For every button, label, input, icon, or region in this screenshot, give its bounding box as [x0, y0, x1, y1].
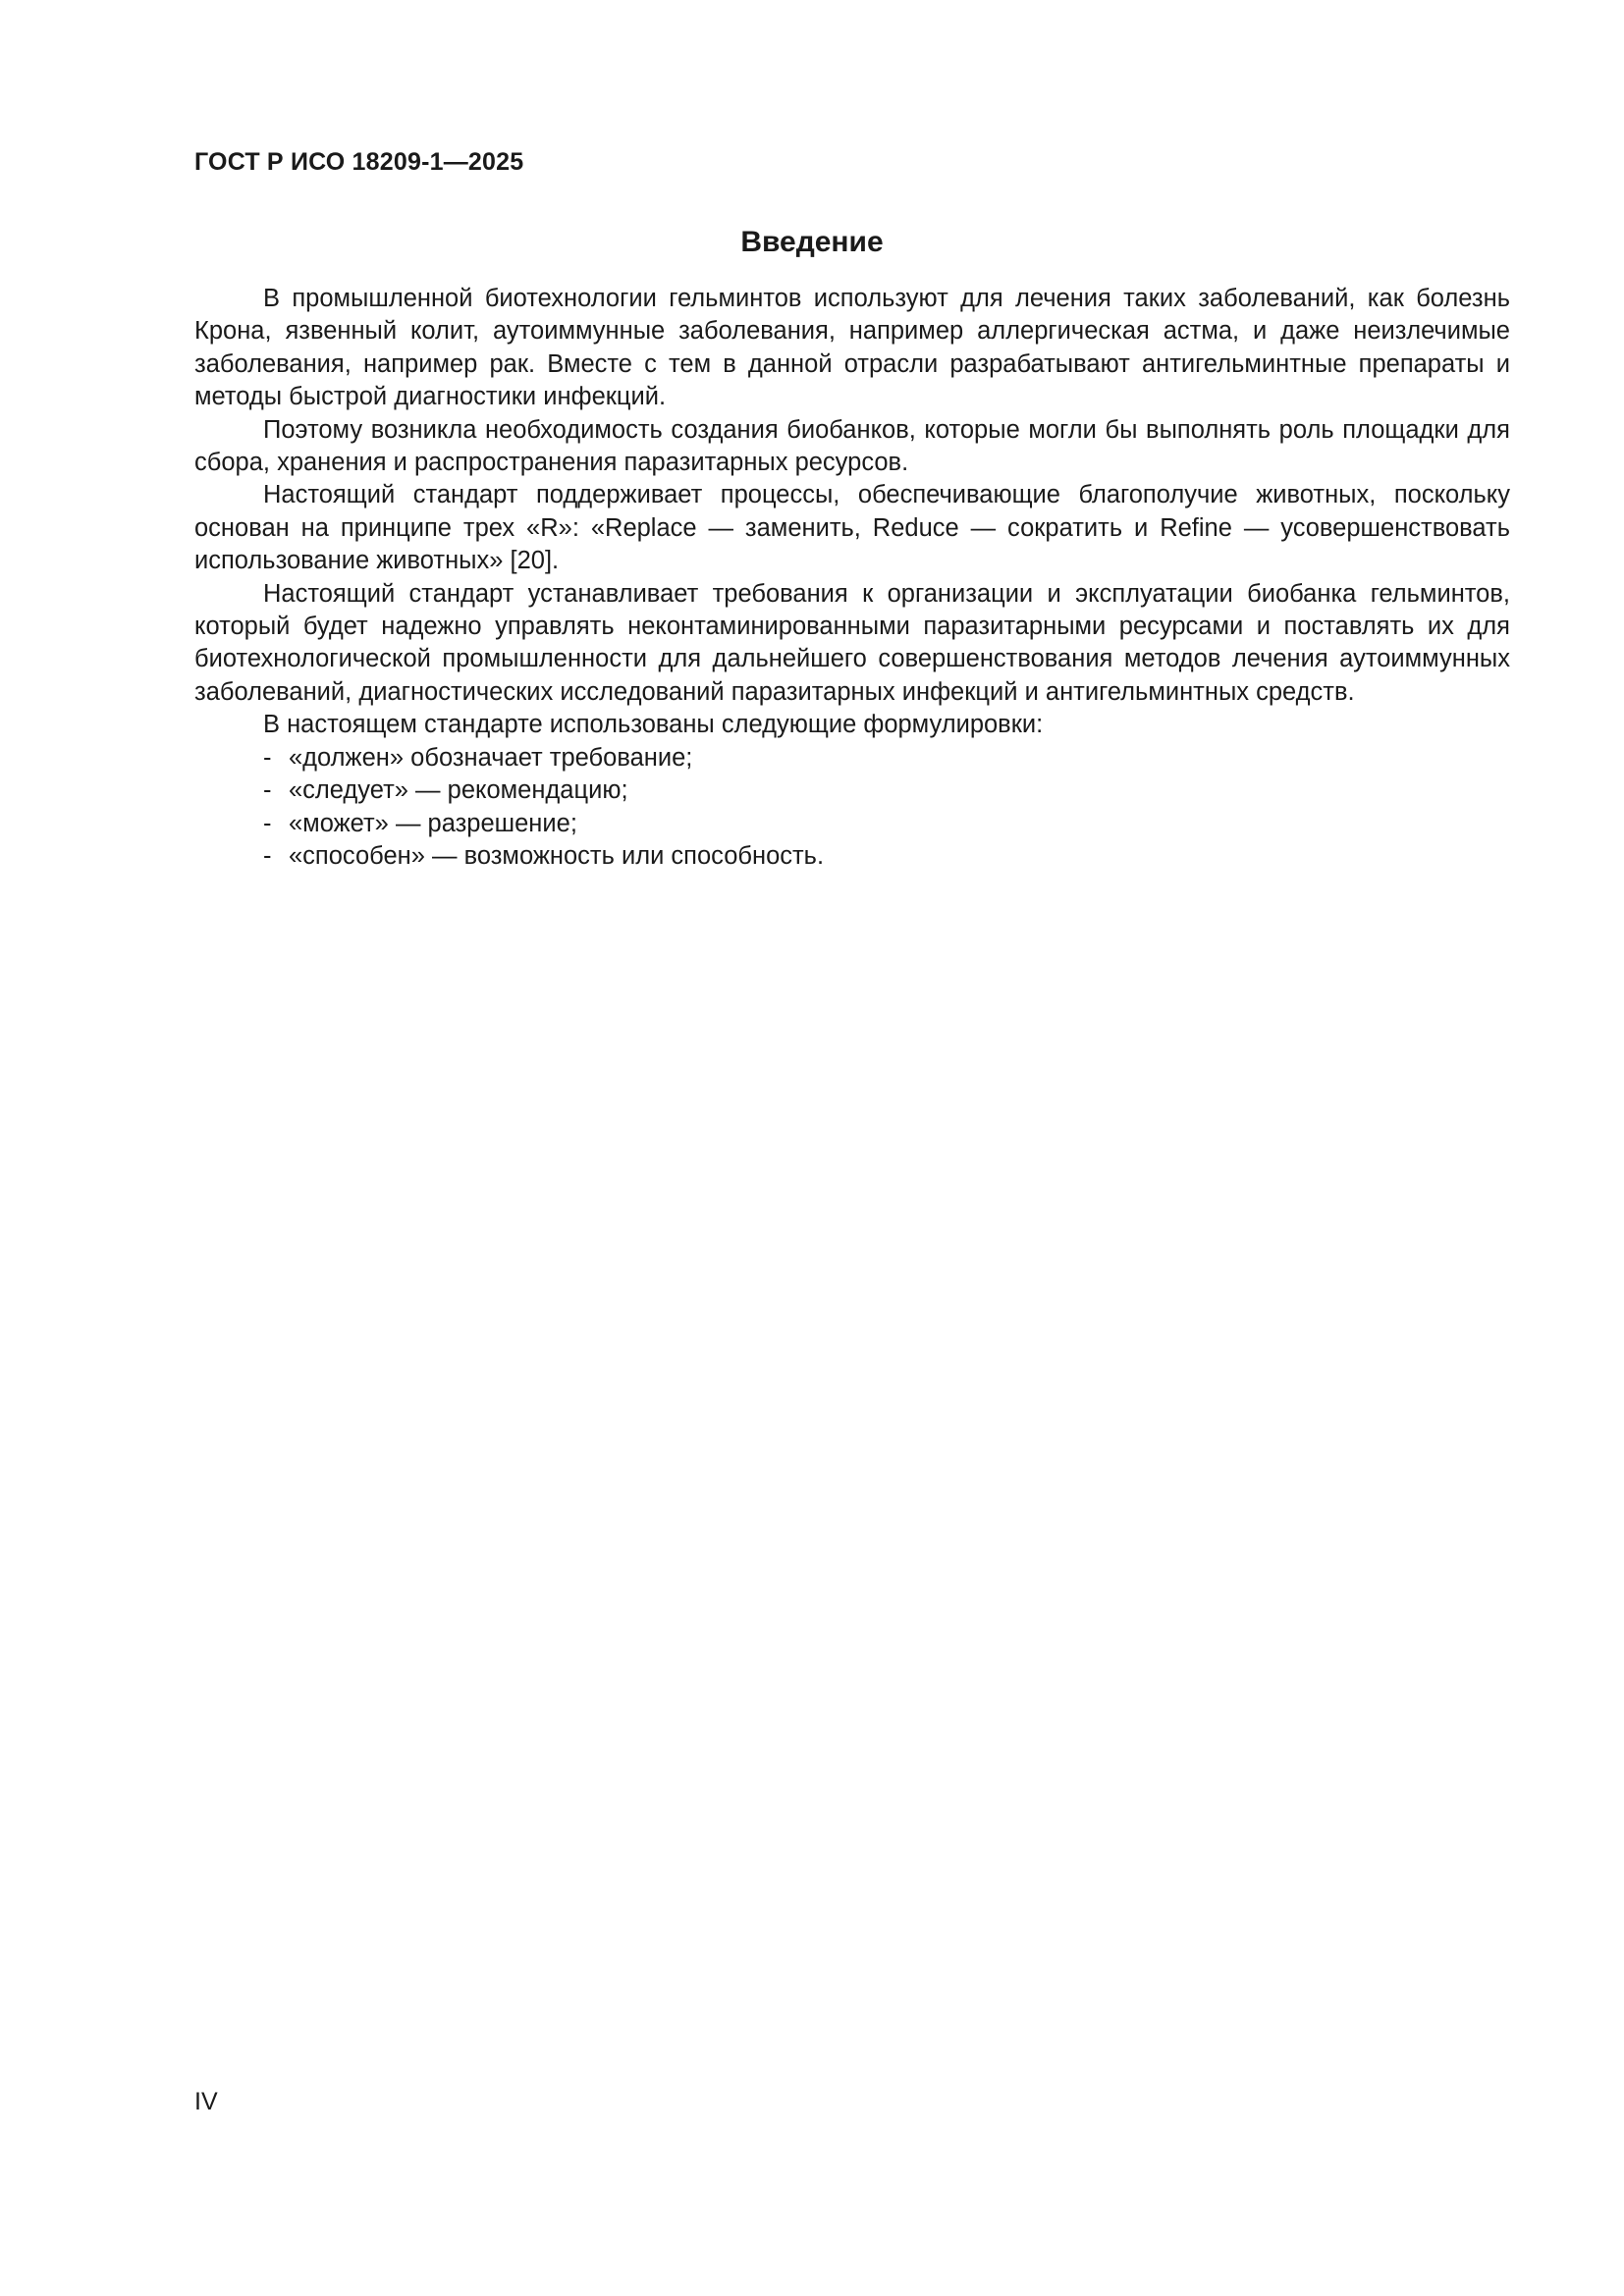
paragraph-2: Поэтому возникла необходимость создания биобанков, которые могли бы выполнять роль площадки для сбора, хранения и распространения паразитарных ресурсов.	[194, 415, 1510, 477]
list-item	[194, 742, 1510, 774]
page-number: IV	[194, 2088, 218, 2115]
list-marker: -	[263, 743, 272, 772]
section-title: Введение	[740, 226, 884, 258]
list-item-text: «должен» обозначает требование;	[289, 743, 693, 772]
list-marker: -	[263, 841, 272, 870]
document-header: ГОСТ Р ИСО 18209-1—2025	[194, 148, 524, 176]
body-text	[194, 283, 1510, 873]
paragraph-1: В промышленной биотехнологии гельминтов используют для лечения таких заболеваний, как болезнь Крона, язвенный колит, аутоиммунные заболевания, например аллергическая астма, и даже неизлечимые заболевания, например рак. Вместе с тем в данной отрасли разрабатывают антигельминтные препараты и методы быстрой диагностики инфекций.	[194, 285, 1510, 411]
list-marker: -	[263, 809, 272, 837]
paragraph-4: Настоящий стандарт устанавливает требования к организации и эксплуатации биобанка гельминтов, который будет надежно управлять неконтаминированными паразитарными ресурсами и поставлять их для биотехнологической промышленности для дальнейшего совершенствования методов лечения аутоиммунных заболеваний, диагностических исследований паразитарных инфекций и антигельминтных средств.	[194, 579, 1510, 706]
list-item-text: «следует» — рекомендацию;	[289, 776, 628, 805]
list-item-text: «может» — разрешение;	[289, 809, 577, 837]
paragraph-5: В настоящем стандарте использованы следующие формулировки:	[263, 711, 1044, 739]
list-item-text: «способен» — возможность или способность.	[289, 841, 825, 870]
paragraph-3: Настоящий стандарт поддерживает процессы, обеспечивающие благополучие животных, поскольку основан на принципе трех «R»: «Replace — заменить, Reduce — сократить и Refine — усовершенствовать использование животных» [20].	[194, 481, 1510, 575]
list-item	[194, 840, 1510, 873]
list-marker: -	[263, 776, 272, 805]
list-item	[194, 774, 1510, 807]
wording-list	[194, 742, 1510, 874]
list-item	[194, 808, 1510, 840]
